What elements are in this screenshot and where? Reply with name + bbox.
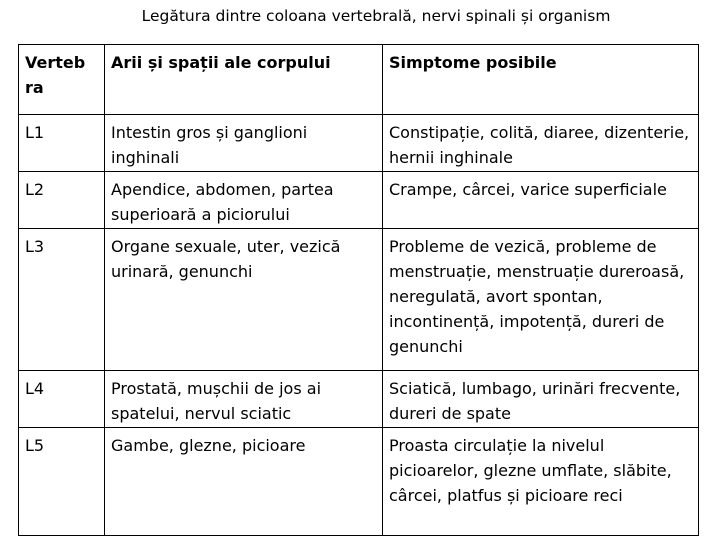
header-symptoms: Simptome posibile <box>383 45 699 115</box>
cell-vertebra: L4 <box>19 371 105 428</box>
document-title: Legătura dintre coloana vertebrală, nervi spinali și organism <box>141 7 611 25</box>
cell-vertebra: L1 <box>19 115 105 172</box>
cell-vertebra: L5 <box>19 428 105 536</box>
cell-symptoms: Constipație, colită, diaree, dizenterie, hernii inghinale <box>383 115 699 172</box>
table-row <box>19 371 699 428</box>
cell-body-areas: Prostată, mușchii de jos ai spatelui, nervul sciatic <box>105 371 383 428</box>
cell-body-areas: Apendice, abdomen, partea superioară a piciorului <box>105 172 383 229</box>
table-row <box>19 229 699 371</box>
table-row <box>19 172 699 229</box>
table-row <box>19 115 699 172</box>
cell-vertebra: L2 <box>19 172 105 229</box>
table-header-row <box>19 45 699 115</box>
cell-symptoms: Proasta circulație la nivelul picioarelor, glezne umflate, slăbite, cârcei, platfus și picioare reci <box>383 428 699 536</box>
cell-body-areas: Gambe, glezne, picioare <box>105 428 383 536</box>
vertebra-symptoms-table <box>18 44 699 536</box>
cell-body-areas: Intestin gros și ganglioni inghinali <box>105 115 383 172</box>
cell-symptoms: Crampe, cârcei, varice superficiale <box>383 172 699 229</box>
header-body-areas: Arii și spații ale corpului <box>105 45 383 115</box>
cell-vertebra: L3 <box>19 229 105 371</box>
table-row <box>19 428 699 536</box>
header-vertebra: Verteb ra <box>19 45 105 115</box>
cell-body-areas: Organe sexuale, uter, vezică urinară, genunchi <box>105 229 383 371</box>
cell-symptoms: Probleme de vezică, probleme de menstruație, menstruație dureroasă, neregulată, avort spontan, incontinență, impotență, dureri de genunchi <box>383 229 699 371</box>
cell-symptoms: Sciatică, lumbago, urinări frecvente, dureri de spate <box>383 371 699 428</box>
